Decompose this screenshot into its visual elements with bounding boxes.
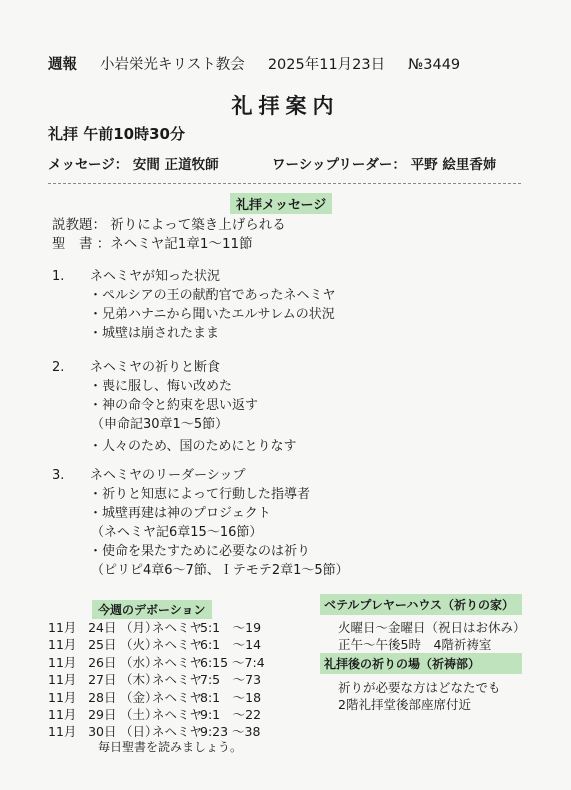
bulletin-number: №3449 [408, 57, 461, 73]
devotion-tag: 今週のデボーション [92, 600, 212, 619]
section-item: ・ペルシアの王の献酌官であったネヘミヤ [89, 288, 336, 303]
section-item: ・喪に服し、悔い改めた [89, 379, 233, 394]
bulletin-label: 週報 [48, 57, 77, 73]
prayer-house-line: 正午～午後5時 4階祈祷室 [338, 637, 492, 652]
section-item: ・兄弟ハナニから聞いたエルサレムの状況 [89, 307, 335, 322]
devotion-row: 11月 28日 （金）ネヘミヤ8:1 ～18 [48, 689, 262, 705]
daily-reading-note: 毎日聖書を読みましょう。 [98, 740, 243, 754]
devotion-list [48, 619, 350, 741]
prayer-house-info [338, 619, 526, 653]
devotion-row: 11月 29日 （土）ネヘミヤ9:1 ～22 [48, 707, 262, 723]
devotion-row: 11月 24日 （月）ネヘミヤ5:1 ～19 [48, 620, 262, 635]
section-number: 3. [52, 468, 65, 483]
bulletin-header [48, 53, 460, 74]
section-number: 1. [52, 269, 65, 284]
message-speaker: メッセージ： 安間 正道牧師 [48, 157, 219, 173]
section-heading: ネヘミヤのリーダーシップ [90, 468, 246, 483]
divider [48, 183, 521, 184]
devotion-row: 11月 25日 （火）ネヘミヤ6:1 ～14 [48, 637, 262, 653]
after-worship-line: 祈りが必要な方はどなたでも [338, 680, 501, 695]
after-worship-line: 2階礼拝堂後部座席付近 [338, 697, 471, 712]
sermon-theme: 説教題： 祈りによって築き上げられる [52, 217, 286, 233]
worship-time: 礼拝 午前10時30分 [48, 125, 185, 143]
section-heading: ネヘミヤの祈りと断食 [90, 360, 221, 375]
section-item: （申命記30章1～5節） [91, 417, 229, 432]
devotion-row: 11月 30日 （日）ネヘミヤ9:23 ～38 [48, 724, 261, 740]
after-worship-prayer-title: 礼拝後の祈りの場（祈祷部） [320, 653, 522, 674]
page-title: 礼拝案内 [231, 94, 340, 118]
section-heading: ネヘミヤが知った状況 [90, 269, 221, 284]
sermon-tag: 礼拝メッセージ [230, 193, 332, 214]
devotion-row: 11月 26日 （水）ネヘミヤ6:15 ～7:4 [48, 654, 265, 670]
section-item: （ピリピ4章6～7節、Ｉテモテ2章1～5節） [91, 563, 349, 578]
section-item: ・使命を果たすために必要なのは祈り [89, 544, 311, 559]
church-name: 小岩栄光キリスト教会 [100, 57, 245, 73]
prayer-house-line: 火曜日～金曜日（祝日はお休み） [338, 620, 526, 635]
speakers-line [48, 153, 497, 173]
section-item: ・城壁再建は神のプロジェクト [89, 506, 271, 521]
devotion-row: 11月 27日 （木）ネヘミヤ7:5 ～73 [48, 672, 262, 688]
section-item: （ネヘミヤ記6章15～16節） [91, 525, 263, 540]
after-worship-prayer-info [338, 679, 501, 713]
section-number: 2. [52, 360, 65, 375]
sermon-info [52, 216, 286, 254]
worship-leader: ワーシップリーダー： 平野 絵里香姉 [272, 157, 497, 173]
bulletin-date: 2025年11月23日 [267, 57, 386, 73]
section-item: ・城壁は崩されたまま [89, 326, 220, 341]
section-item: ・祈りと知恵によって行動した指導者 [89, 487, 311, 502]
section-item: ・神の命令と約束を思い返す [89, 398, 259, 413]
section-item: ・人々のため、国のためにとりなす [89, 439, 297, 454]
prayer-house-title: ベテルプレヤーハウス（祈りの家） [320, 594, 522, 615]
sermon-scripture: 聖 書 ：ネヘミヤ記1章1～11節 [52, 236, 253, 252]
